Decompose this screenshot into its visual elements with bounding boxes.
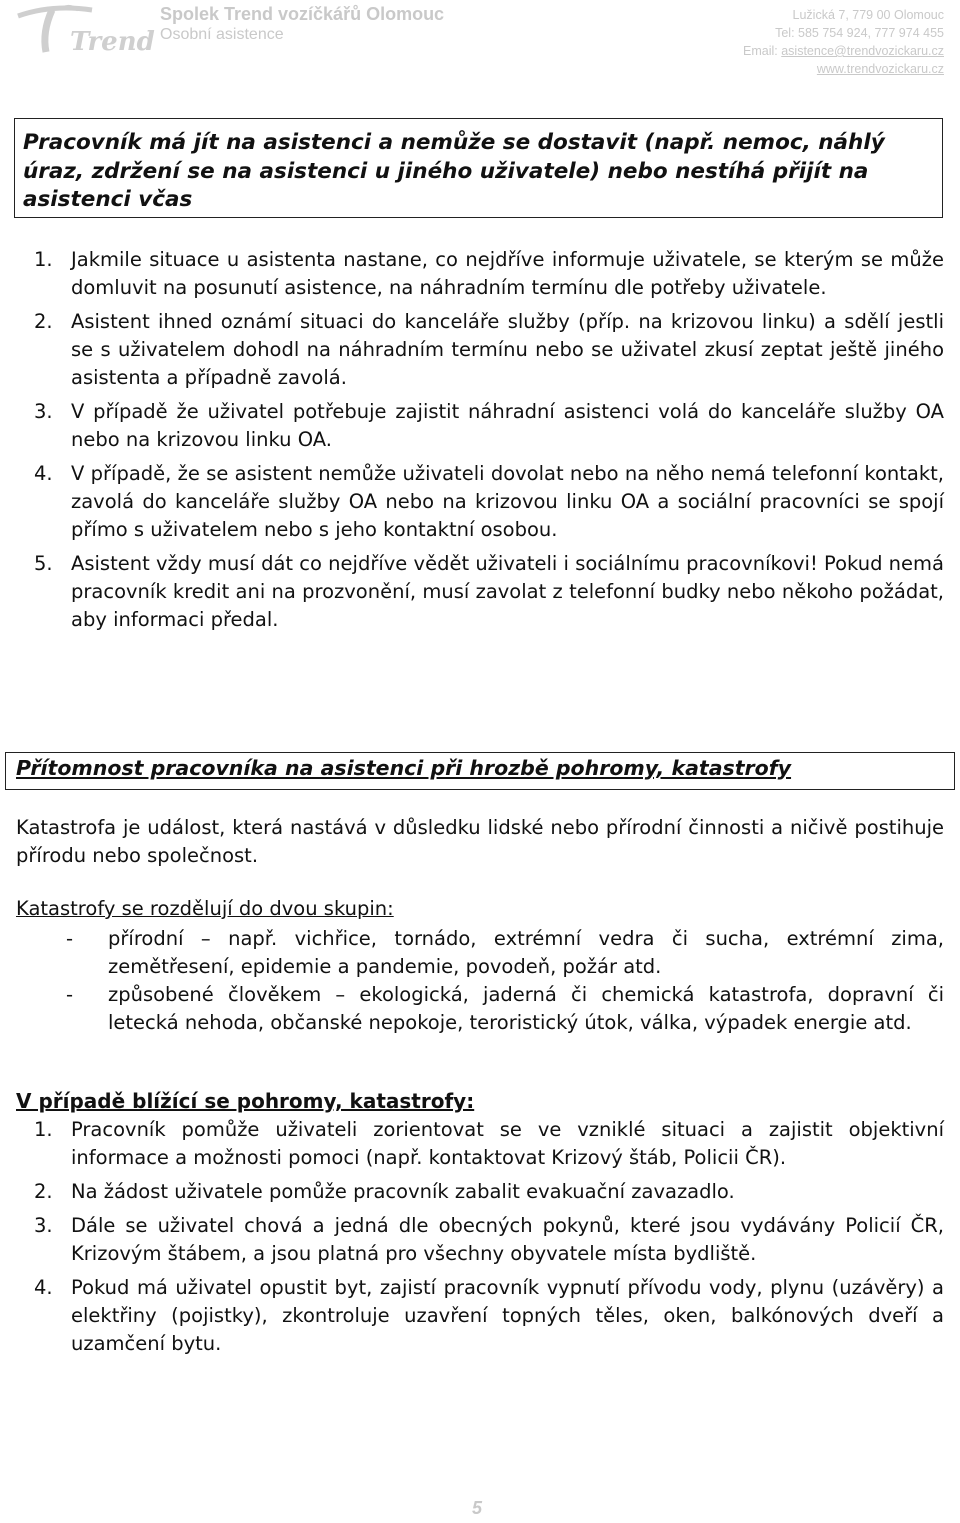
disaster-definition: Katastrofa je událost, která nastává v důsledku lidské nebo přírodní činnosti a ničivě postihuje přírodu nebo společnost.	[16, 816, 944, 867]
list-item: 4. Pokud má uživatel opustit byt, zajistí pracovník vypnutí přívodu vody, plynu (uzávěry) a elektřiny (pojistky), zkontroluje uzavření topných těles, oken, balkónových dveří a uzamčení bytu.	[34, 1276, 944, 1355]
list-item: 4. V případě, že se asistent nemůže uživateli dovolat nebo na něho nemá telefonní kontakt, zavolá do kanceláře služby OA nebo na krizovou linku OA a sociální pracovníci se spojí přímo s uživatelem nebo s jeho kontaktní osobou.	[34, 462, 944, 541]
contact-block	[743, 6, 944, 78]
phone: Tel: 585 754 924, 777 974 455	[775, 26, 944, 40]
list-item: - přírodní – např. vichřice, tornádo, extrémní vedra či sucha, extrémní zima, zemětřesení, epidemie a pandemie, povodeň, požár atd.	[66, 927, 944, 978]
organization-name: Spolek Trend vozíčkářů Olomouc	[160, 4, 445, 24]
page-number: 5	[472, 1498, 483, 1518]
list-item: 3. Dále se uživatel chová a jedná dle obecných pokynů, které jsou vydávány Policií ČR, Krizovým štábem, a jsou platná pro všechny obyvatele místa bydliště.	[34, 1214, 944, 1265]
groups-heading: Katastrofy se rozdělují do dvou skupin:	[16, 897, 394, 920]
list-item: - způsobené člověkem – ekologická, jaderná či chemická katastrofa, dopravní či letecká nehoda, občanské nepokoje, teroristický útok, válka, výpadek energie atd.	[66, 983, 944, 1034]
list-item: 1. Pracovník pomůže uživateli zorientovat se ve vzniklé situaci a zajistit objektivní informace a možnosti pomoci (např. kontaktovat Krizový štáb, Policii ČR).	[34, 1118, 944, 1169]
imminent-list	[0, 1116, 960, 1358]
email-line: Email: asistence@trendvozickaru.cz	[743, 44, 944, 58]
page-header	[0, 0, 960, 80]
list-item: 5. Asistent vždy musí dát co nejdříve vědět uživateli i sociálnímu pracovníkovi! Pokud nemá pracovník kredit ani na prozvonění, musí zavolat z telefonní budky nebo někoho požádat, aby informaci předal.	[34, 552, 944, 631]
section2-title: Přítomnost pracovníka na asistenci při hrozbě pohromy, katastrofy	[5, 752, 955, 790]
list-item: 3. V případě že uživatel potřebuje zajistit náhradní asistenci volá do kanceláře služby OA nebo na krizovou linku OA.	[34, 400, 944, 451]
section1-title: Pracovník má jít na asistenci a nemůže se dostavit (např. nemoc, náhlý úraz, zdržení se na asistenci u jiného uživatele) nebo nestíhá přijít na asistenci včas	[14, 118, 943, 218]
groups-list	[0, 925, 960, 1037]
website-link[interactable]: www.trendvozickaru.cz	[816, 62, 944, 76]
section1-list	[0, 246, 960, 634]
address: Lužická 7, 779 00 Olomouc	[792, 8, 944, 22]
department-name: Osobní asistence	[160, 26, 284, 43]
list-item: 2. Na žádost uživatele pomůže pracovník zabalit evakuační zavazadlo.	[34, 1180, 735, 1203]
list-item: 1. Jakmile situace u asistenta nastane, co nejdříve informuje uživatele, se kterým se může domluvit na posunutí asistence, na náhradním termínu dle potřeby uživatele.	[34, 248, 944, 299]
email-link[interactable]: asistence@trendvozickaru.cz	[781, 44, 944, 58]
list-item: 2. Asistent ihned oznámí situaci do kanceláře služby (příp. na krizovou linku) a sdělí jestli se s uživatelem dohodl na náhradním termínu nebo se uživatel zkusí zeptat ještě jiného asistenta a případně zavolá.	[34, 310, 944, 389]
imminent-heading: V případě blížící se pohromy, katastrofy:	[16, 1089, 475, 1113]
trend-logo	[12, 2, 155, 60]
svg-text:Trend: Trend	[70, 27, 155, 57]
